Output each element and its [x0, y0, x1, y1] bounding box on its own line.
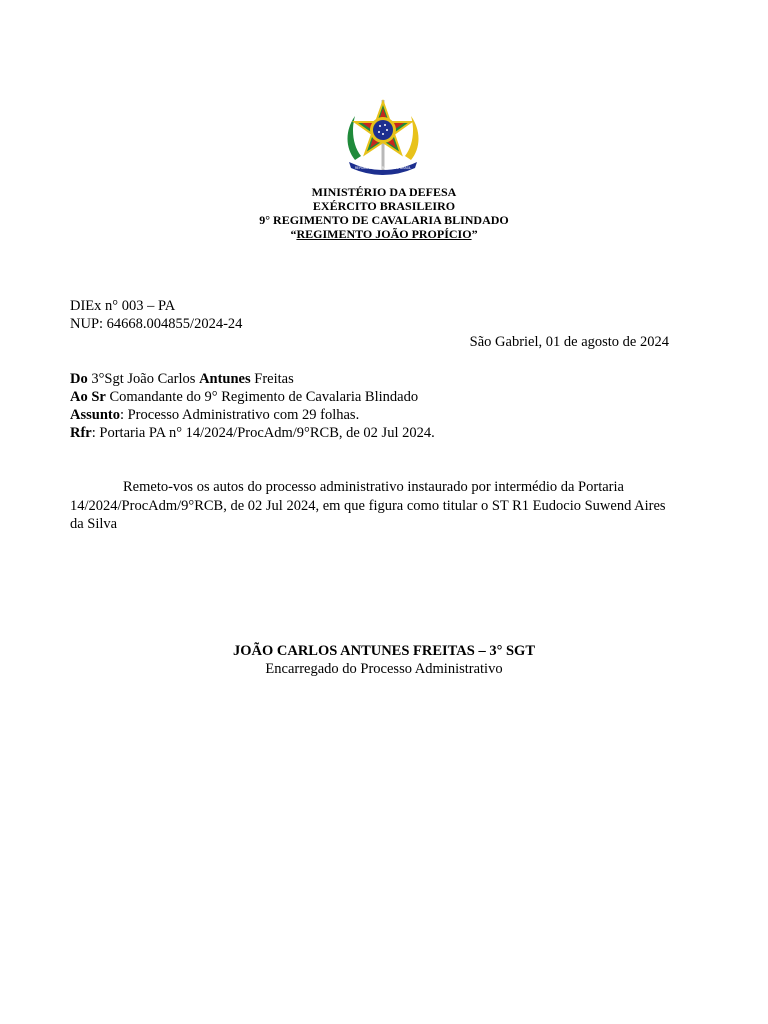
- reference-line: [70, 424, 435, 442]
- reference-label: Rfr: [70, 425, 92, 441]
- body-paragraph: [70, 478, 674, 534]
- subject-line: [70, 406, 359, 424]
- to-line: [70, 388, 418, 406]
- reference-text: : Portaria PA n° 14/2024/ProcAdm/9°RCB, de 02 Jul 2024.: [91, 425, 435, 441]
- svg-text:REPUBLICA FEDERATIVA DO BRASIL: REPUBLICA FEDERATIVA DO BRASIL: [354, 166, 412, 170]
- from-line: [70, 370, 294, 388]
- regiment-nickname: REGIMENTO JOÃO PROPÍCIO: [296, 227, 472, 241]
- nup-number: NUP: 64668.004855/2024-24: [70, 316, 243, 332]
- open-quote: “: [290, 227, 297, 241]
- diex-number: DIEx n° 003 – PA: [70, 298, 176, 314]
- signature-role: Encarregado do Processo Administrativo: [265, 661, 503, 677]
- letterhead: [0, 185, 768, 241]
- letterhead-army: EXÉRCITO BRASILEIRO: [312, 199, 456, 213]
- to-text: Comandante do 9° Regimento de Cavalaria Blindado: [105, 389, 419, 405]
- letterhead-regiment: 9° REGIMENTO DE CAVALARIA BLINDADO: [259, 213, 509, 227]
- letterhead-ministry: MINISTÉRIO DA DEFESA: [311, 185, 457, 199]
- subject-label: Assunto: [70, 407, 120, 423]
- to-label: Ao Sr: [70, 389, 106, 405]
- from-text-a: 3°Sgt João Carlos: [87, 371, 200, 387]
- subject-text: : Processo Administrativo com 29 folhas.: [119, 407, 360, 423]
- from-label: Do: [70, 371, 88, 387]
- letterhead-regiment-name: [0, 227, 768, 241]
- body-paragraph-text: Remeto-vos os autos do processo administrativo instaurado por intermédio da Portaria 14/2024/ProcAdm/9°RCB, de 02 Jul 2024, em que figura como titular o ST R1 Eudocio Suwend Aires da Silva: [70, 479, 666, 532]
- from-text-b: Freitas: [250, 371, 294, 387]
- close-quote: ”: [471, 227, 478, 241]
- brazil-coat-of-arms-icon: [341, 98, 425, 178]
- document-date: São Gabriel, 01 de agosto de 2024: [469, 334, 669, 350]
- signature-name: JOÃO CARLOS ANTUNES FREITAS – 3° SGT: [232, 643, 536, 659]
- from-text-bold: Antunes: [199, 371, 251, 387]
